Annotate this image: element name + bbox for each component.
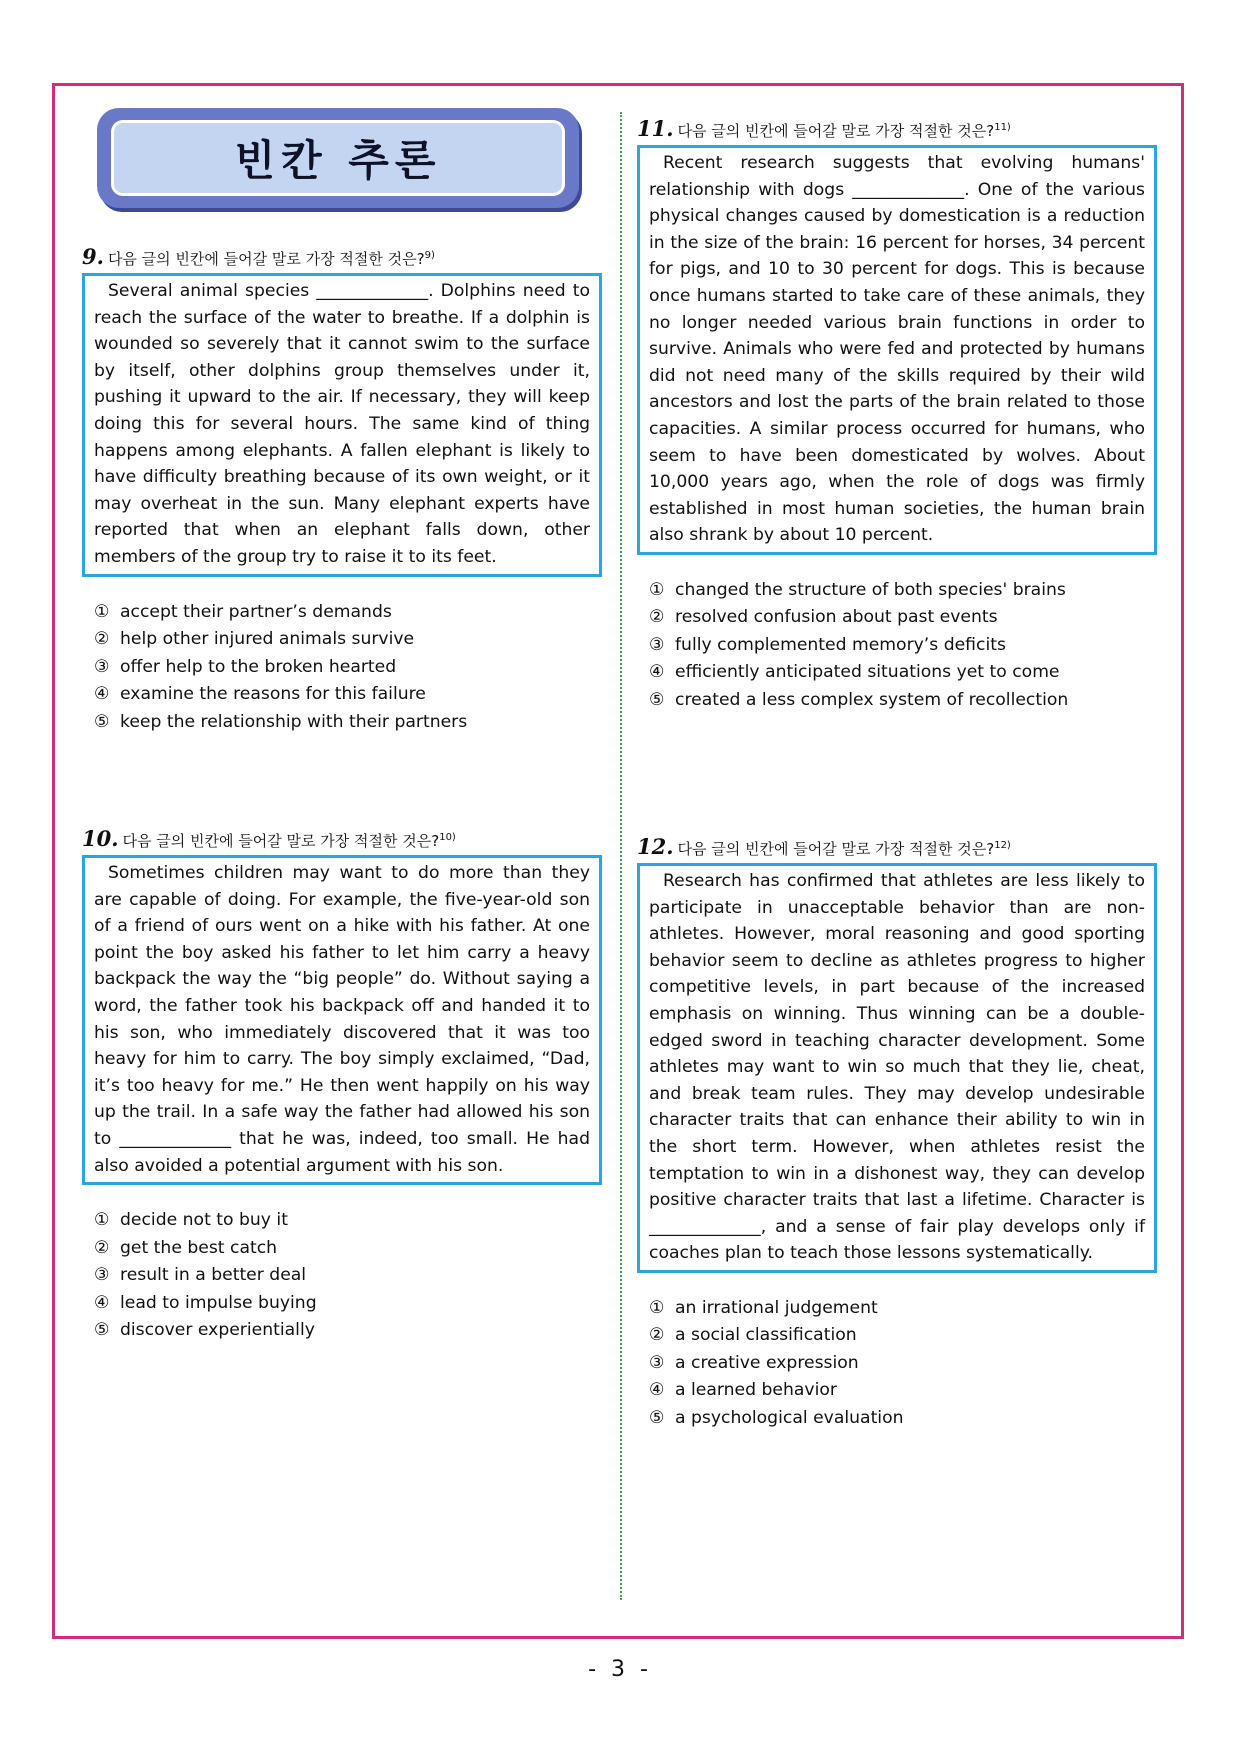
question-header <box>637 833 1157 859</box>
option-2[interactable]: ② get the best catch <box>94 1237 278 1258</box>
option-4[interactable]: ④ examine the reasons for this failure <box>94 684 426 705</box>
question-9 <box>82 243 602 736</box>
passage-box: Sometimes children may want to do more than they are capable of doing. For example, the five-year-old son of a friend of ours went on a hike with his father. At one point the boy asked his father to let him carry a heavy backpack the way the “big people” do. Without saying a word, the father took his backpack off and handed it to his son, who immediately discovered that it was too heavy for him to carry. The boy simply exclaimed, “Dad, it’s too heavy for me.” He then went happily on his way up the trail. In a safe way the father had allowed his son to _____________ that he was, indeed, too small. He had also avoided a potential argument with his son. <box>82 855 602 1185</box>
option-2[interactable]: ② resolved confusion about past events <box>649 607 998 628</box>
question-number: 9. <box>82 244 104 269</box>
answer-options <box>637 1295 1157 1433</box>
option-1[interactable]: ① an irrational judgement <box>649 1297 878 1318</box>
option-5[interactable]: ⑤ keep the relationship with their partners <box>94 711 468 732</box>
question-11 <box>637 115 1157 714</box>
footnote-marker: 11) <box>994 122 1011 133</box>
option-5[interactable]: ⑤ discover experientially <box>94 1320 315 1341</box>
option-4[interactable]: ④ a learned behavior <box>649 1380 837 1401</box>
section-title: 빈칸 추론 <box>234 136 442 185</box>
option-3[interactable]: ③ fully complemented memory’s deficits <box>649 634 1006 655</box>
footnote-marker: 12) <box>994 840 1011 851</box>
option-2[interactable]: ② a social classification <box>649 1325 857 1346</box>
question-10 <box>82 825 602 1345</box>
question-prompt: 다음 글의 빈칸에 들어갈 말로 가장 적절한 것은? <box>107 250 425 268</box>
passage-box: Recent research suggests that evolving humans' relationship with dogs _____________. One of the various physical changes caused by domestication is a reduction in the size of the brain: 16 percent for horses, 34 percent for pigs, and 10 to 30 percent for dogs. This is because once humans started to take care of these animals, they no longer needed various brain functions in order to survive. Animals who were fed and protected by humans did not need many of the skills required by their wild ancestors and lost the parts of the brain related to those capacities. A similar process occurred for humans, who seem to have been domesticated by wolves. About 10,000 years ago, when the role of dogs was firmly established in most human societies, the human brain also shrank by about 10 percent. <box>637 145 1157 555</box>
footnote-marker: 10) <box>439 832 456 843</box>
column-divider <box>620 112 622 1600</box>
answer-options <box>82 1207 602 1345</box>
option-3[interactable]: ③ offer help to the broken hearted <box>94 656 397 677</box>
option-3[interactable]: ③ a creative expression <box>649 1352 859 1373</box>
section-banner <box>97 108 579 208</box>
option-1[interactable]: ① decide not to buy it <box>94 1210 288 1231</box>
page-number: - 3 - <box>588 1657 652 1682</box>
question-header <box>637 115 1157 141</box>
answer-options <box>637 577 1157 715</box>
option-2[interactable]: ② help other injured animals survive <box>94 629 415 650</box>
option-1[interactable]: ① changed the structure of both species' brains <box>649 579 1066 600</box>
question-header <box>82 243 602 269</box>
question-prompt: 다음 글의 빈칸에 들어갈 말로 가장 적절한 것은? <box>677 122 995 140</box>
option-5[interactable]: ⑤ created a less complex system of recollection <box>649 689 1069 710</box>
question-header <box>82 825 602 851</box>
option-5[interactable]: ⑤ a psychological evaluation <box>649 1407 904 1428</box>
option-1[interactable]: ① accept their partner’s demands <box>94 601 392 622</box>
question-number: 12. <box>637 834 674 859</box>
passage-box: Several animal species _____________. Dolphins need to reach the surface of the water to breathe. If a dolphin is wounded so severely that it cannot swim to the surface by itself, other dolphins group themselves under it, pushing it upward to the air. If necessary, they will keep doing this for several hours. The same kind of thing happens among elephants. A fallen elephant is likely to have difficulty breathing because of its own weight, or it may overheat in the sun. Many elephant experts have reported that when an elephant falls down, other members of the group try to raise it to its feet. <box>82 273 602 577</box>
passage-box: Research has confirmed that athletes are less likely to participate in unacceptable behavior than are non-athletes. However, moral reasoning and good sporting behavior seem to decline as athletes progress to higher competitive levels, in part because of the increased emphasis on winning. Thus winning can be a double-edged sword in teaching character development. Some athletes may want to win so much that they lie, cheat, and break team rules. They may develop undesirable character traits that can enhance their ability to win in the short term. However, when athletes resist the temptation to win in a dishonest way, they can develop positive character traits that last a lifetime. Character is _____________, and a sense of fair play develops only if coaches plan to teach those lessons systematically. <box>637 863 1157 1273</box>
option-4[interactable]: ④ lead to impulse buying <box>94 1292 317 1313</box>
question-number: 11. <box>637 116 674 141</box>
question-12 <box>637 833 1157 1432</box>
question-number: 10. <box>82 826 119 851</box>
question-prompt: 다음 글의 빈칸에 들어갈 말로 가장 적절한 것은? <box>122 832 440 850</box>
footnote-marker: 9) <box>424 250 435 261</box>
question-prompt: 다음 글의 빈칸에 들어갈 말로 가장 적절한 것은? <box>677 840 995 858</box>
option-3[interactable]: ③ result in a better deal <box>94 1265 307 1286</box>
option-4[interactable]: ④ efficiently anticipated situations yet to come <box>649 662 1060 683</box>
answer-options <box>82 599 602 737</box>
section-banner-inner <box>111 120 565 196</box>
